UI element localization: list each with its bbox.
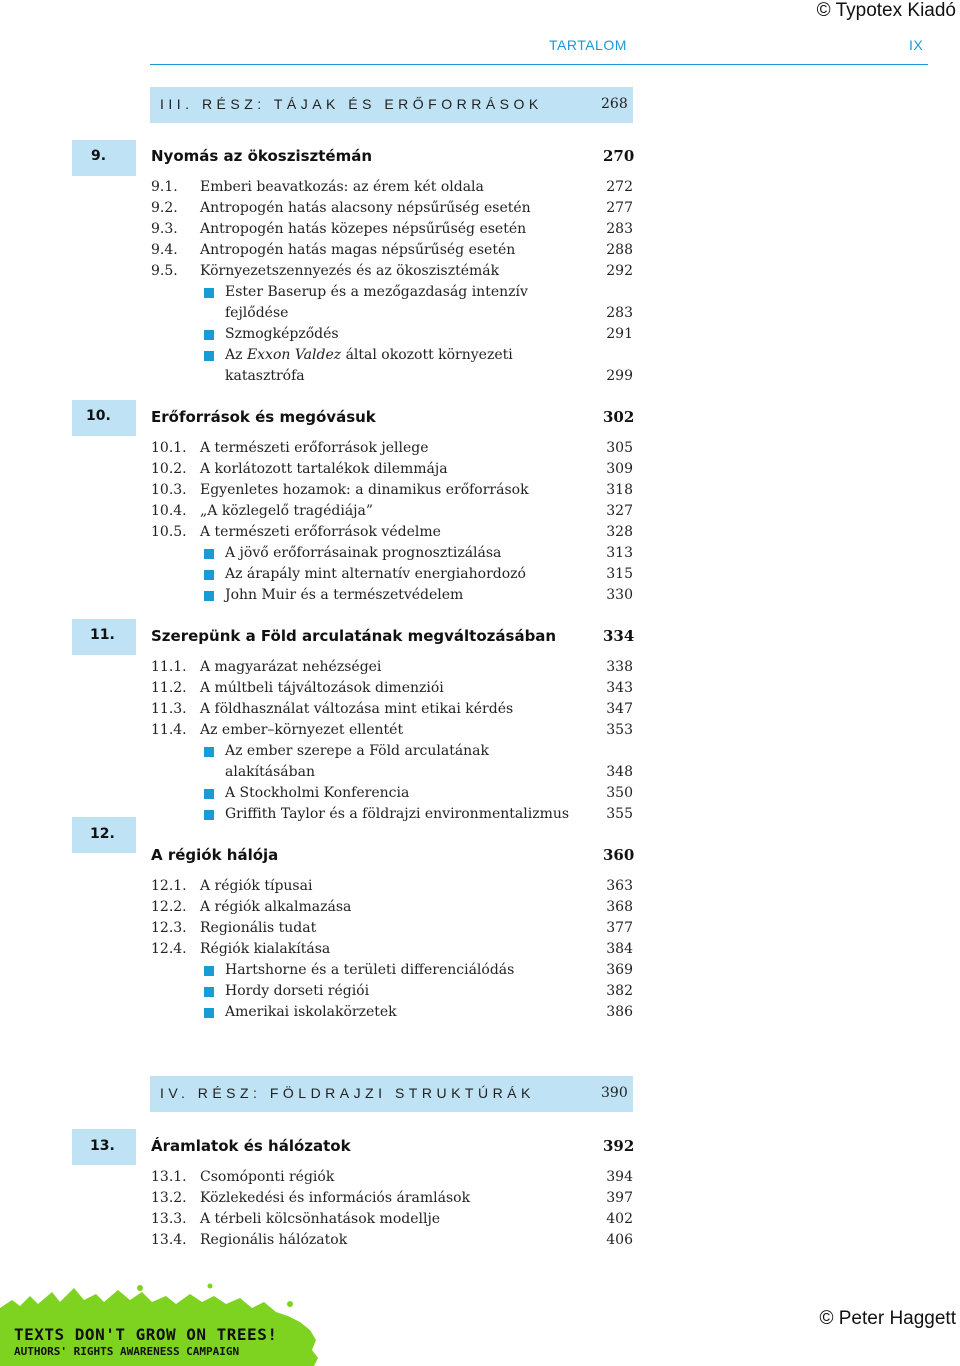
chapter-number: 12. [90, 826, 115, 842]
section-number: 13.1. [151, 1169, 187, 1185]
section-page: 318 [606, 482, 633, 498]
section-page: 406 [606, 1232, 633, 1248]
box-bullet-icon [204, 1008, 214, 1018]
box-page: 315 [606, 566, 633, 582]
section-title: Emberi beavatkozás: az érem két oldala [200, 179, 484, 195]
section-title: A múltbeli tájváltozások dimenziói [200, 680, 444, 696]
section-number: 11.2. [151, 680, 187, 696]
section-number: 12.4. [151, 941, 187, 957]
section-number: 12.3. [151, 920, 187, 936]
chapter-title: Szerepünk a Föld arculatának megváltozásában [151, 627, 557, 645]
section-page: 394 [606, 1169, 633, 1185]
box-title: Az ember szerepe a Föld arculatának [225, 743, 490, 759]
section-number: 12.2. [151, 899, 187, 915]
section-number: 9.2. [151, 200, 178, 216]
box-page: 348 [606, 764, 633, 780]
box-title: Hordy dorseti régiói [225, 983, 370, 999]
section-title: A régiók alkalmazása [200, 899, 352, 915]
section-page: 272 [606, 179, 633, 195]
section-page: 338 [606, 659, 633, 675]
box-bullet-icon [204, 966, 214, 976]
box-title-continued: fejlődése [225, 305, 289, 321]
section-title: Antropogén hatás magas népsűrűség esetén [200, 242, 516, 258]
section-title: A természeti erőforrások védelme [200, 524, 441, 540]
section-title: Csomóponti régiók [200, 1169, 335, 1185]
copyright-author: © Peter Haggett [819, 1308, 956, 1329]
box-bullet-icon [204, 987, 214, 997]
section-title: Egyenletes hozamok: a dinamikus erőforrások [200, 482, 529, 498]
section-page: 292 [606, 263, 633, 279]
box-title-post: által okozott környezeti [341, 347, 513, 363]
box-bullet-icon [204, 288, 214, 298]
chapter-number: 9. [91, 148, 107, 164]
box-title-pre: Az [225, 347, 247, 363]
part-page: 268 [601, 96, 628, 112]
section-number: 11.3. [151, 701, 187, 717]
box-title: Szmogképződés [225, 326, 339, 342]
box-bullet-icon [204, 351, 214, 361]
chapter-title: Áramlatok és hálózatok [151, 1137, 351, 1155]
box-page: 386 [606, 1004, 633, 1020]
box-title: A jövő erőforrásainak prognosztizálása [225, 545, 502, 561]
box-title: A Stockholmi Konferencia [225, 785, 410, 801]
section-title: A földhasználat változása mint etikai kérdés [200, 701, 514, 717]
box-title-ship-name: Exxon Valdez [246, 347, 342, 363]
section-number: 9.5. [151, 263, 178, 279]
box-page: 382 [606, 983, 633, 999]
box-title: Amerikai iskolakörzetek [225, 1004, 397, 1020]
box-bullet-icon [204, 789, 214, 799]
chapter-number: 13. [90, 1138, 115, 1154]
section-page: 363 [606, 878, 633, 894]
section-page: 377 [606, 920, 633, 936]
section-title: Antropogén hatás alacsony népsűrűség esetén [200, 200, 531, 216]
box-page: 350 [606, 785, 633, 801]
section-number: 11.1. [151, 659, 187, 675]
chapter-page: 360 [603, 846, 635, 864]
part-title: IV. RÉSZ: FÖLDRAJZI STRUKTÚRÁK [160, 1085, 535, 1101]
chapter-number: 11. [90, 627, 115, 643]
section-title: A korlátozott tartalékok dilemmája [200, 461, 448, 477]
section-title: A térbeli kölcsönhatások modellje [200, 1211, 441, 1227]
box-title: Az árapály mint alternatív energiahordozó [225, 566, 526, 582]
section-number: 11.4. [151, 722, 187, 738]
box-bullet-icon [204, 810, 214, 820]
box-title: John Muir és a természetvédelem [225, 587, 464, 603]
running-header-page: IX [909, 37, 924, 53]
section-title: Környezetszennyezés és az ökoszisztémák [200, 263, 500, 279]
box-bullet-icon [204, 549, 214, 559]
section-page: 397 [606, 1190, 633, 1206]
section-number: 9.3. [151, 221, 178, 237]
section-page: 283 [606, 221, 633, 237]
part-title: III. RÉSZ: TÁJAK ÉS ERŐFORRÁSOK [160, 96, 543, 112]
box-title: Hartshorne és a területi differenciálódás [225, 962, 515, 978]
section-number: 10.2. [151, 461, 187, 477]
box-title-continued: alakításában [225, 764, 315, 780]
chapter-page: 270 [603, 147, 635, 165]
section-title: Regionális tudat [200, 920, 317, 936]
section-page: 368 [606, 899, 633, 915]
section-title: Régiók kialakítása [200, 941, 331, 957]
box-title: Ester Baserup és a mezőgazdaság intenzív [225, 284, 528, 300]
section-number: 13.2. [151, 1190, 187, 1206]
campaign-banner-subtitle: AUTHORS' RIGHTS AWARENESS CAMPAIGN [14, 1345, 240, 1358]
section-page: 402 [606, 1211, 633, 1227]
box-page: 283 [606, 305, 633, 321]
section-number: 9.1. [151, 179, 178, 195]
chapter-number: 10. [86, 408, 111, 424]
box-page: 330 [606, 587, 633, 603]
box-bullet-icon [204, 330, 214, 340]
copyright-publisher: © Typotex Kiadó [816, 0, 956, 21]
chapter-page: 392 [603, 1137, 635, 1155]
section-title: Antropogén hatás közepes népsűrűség esetén [200, 221, 527, 237]
section-page: 288 [606, 242, 633, 258]
section-number: 10.1. [151, 440, 187, 456]
chapter-page: 334 [603, 627, 635, 645]
section-number: 10.3. [151, 482, 187, 498]
box-title: Griffith Taylor és a földrajzi environmentalizmus [225, 806, 570, 822]
section-title: Közlekedési és információs áramlások [200, 1190, 471, 1206]
section-number: 12.1. [151, 878, 187, 894]
section-page: 384 [606, 941, 633, 957]
section-page: 305 [606, 440, 633, 456]
box-page: 313 [606, 545, 633, 561]
section-page: 353 [606, 722, 633, 738]
chapter-title: Erőforrások és megóvásuk [151, 408, 376, 426]
box-bullet-icon [204, 591, 214, 601]
section-page: 343 [606, 680, 633, 696]
section-page: 328 [606, 524, 633, 540]
section-number: 13.3. [151, 1211, 187, 1227]
section-title: A régiók típusai [200, 878, 313, 894]
section-title: Regionális hálózatok [200, 1232, 348, 1248]
section-page: 327 [606, 503, 633, 519]
section-number: 9.4. [151, 242, 178, 258]
chapter-page: 302 [603, 408, 635, 426]
box-page: 299 [606, 368, 633, 384]
box-bullet-icon [204, 570, 214, 580]
box-bullet-icon [204, 747, 214, 757]
box-title-continued: katasztrófa [225, 368, 305, 384]
chapter-title: A régiók hálója [151, 846, 279, 864]
box-page: 369 [606, 962, 633, 978]
part-page: 390 [601, 1085, 628, 1101]
section-page: 309 [606, 461, 633, 477]
chapter-title: Nyomás az ökoszisztémán [151, 147, 373, 165]
campaign-banner-slogan: TEXTS DON'T GROW ON TREES! [14, 1325, 278, 1344]
section-number: 10.5. [151, 524, 187, 540]
running-header-title: TARTALOM [549, 37, 627, 53]
section-number: 13.4. [151, 1232, 187, 1248]
box-title [225, 347, 513, 363]
section-title: A magyarázat nehézségei [200, 659, 382, 675]
section-title: Az ember–környezet ellentét [200, 722, 404, 738]
box-page: 291 [606, 326, 633, 342]
section-number: 10.4. [151, 503, 187, 519]
header-rule [150, 64, 928, 65]
section-title: „A közlegelő tragédiája” [200, 503, 374, 519]
section-title: A természeti erőforrások jellege [200, 440, 429, 456]
box-page: 355 [606, 806, 633, 822]
section-page: 347 [606, 701, 633, 717]
section-page: 277 [606, 200, 633, 216]
